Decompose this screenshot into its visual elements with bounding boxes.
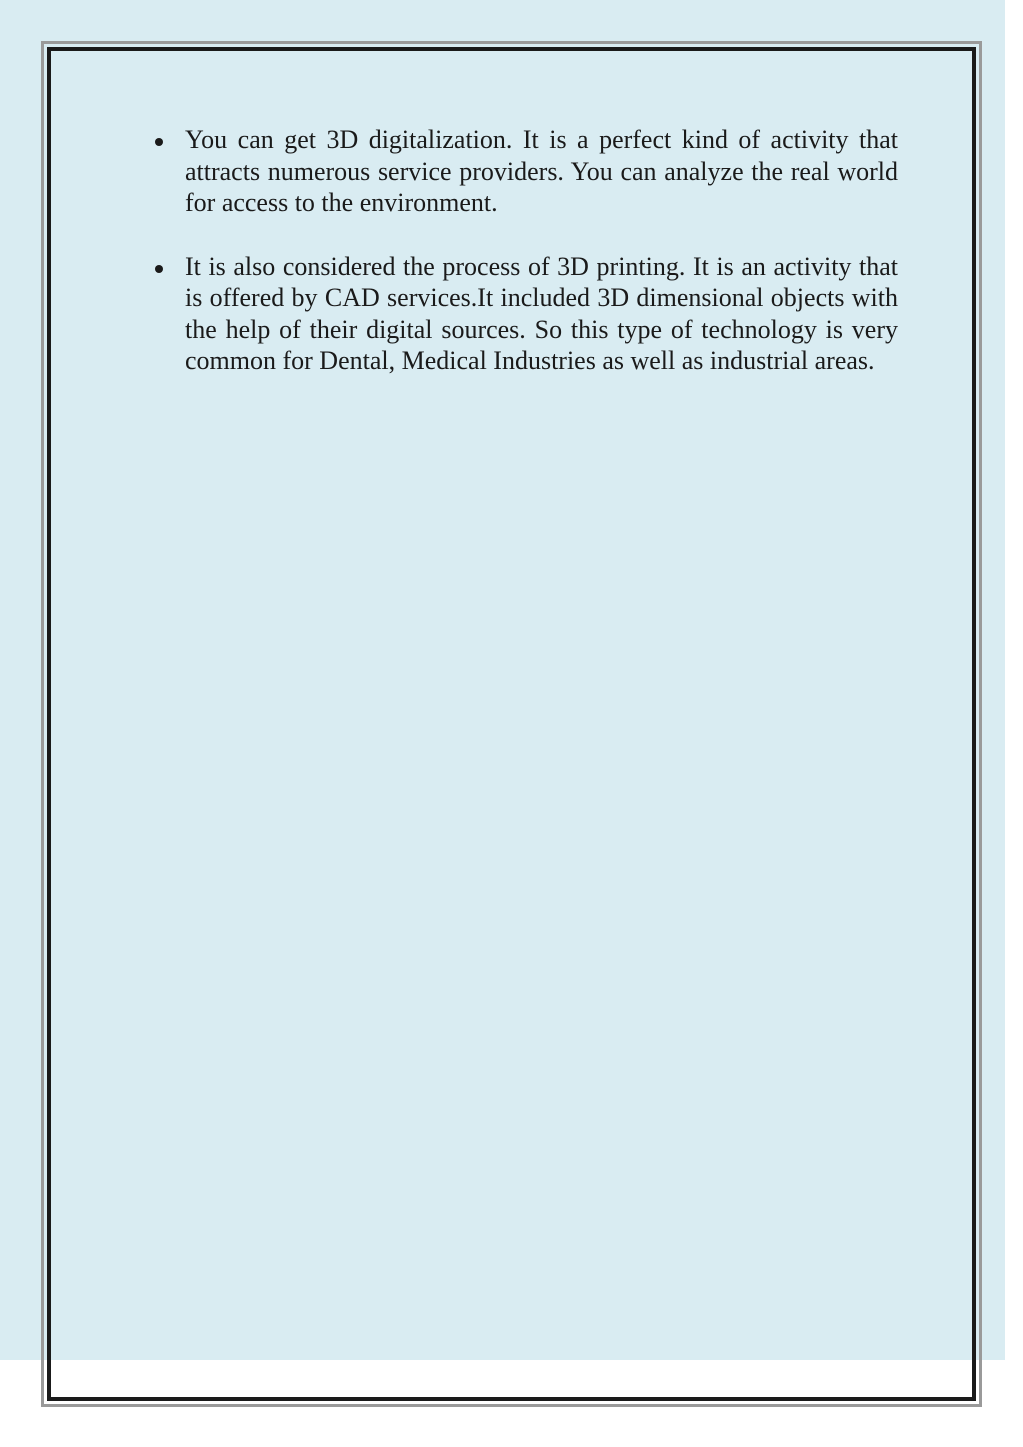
bullet-text: You can get 3D digitalization. It is a perfect kind of activity that attracts numerous service providers. You can analyze the real world for access to the environment. [185, 125, 898, 217]
bullet-item-digitalization [185, 124, 898, 219]
bullet-icon [155, 138, 163, 146]
bullet-text: It is also considered the process of 3D printing. It is an activity that is offered by CAD services.It included 3D dimensional objects with the help of their digital sources. So this type of technology is very common for Dental, Medical Industries as well as industrial areas. [185, 251, 898, 375]
bullet-list [185, 124, 898, 409]
bullet-item-3d-printing [185, 251, 898, 377]
bullet-icon [155, 265, 163, 273]
